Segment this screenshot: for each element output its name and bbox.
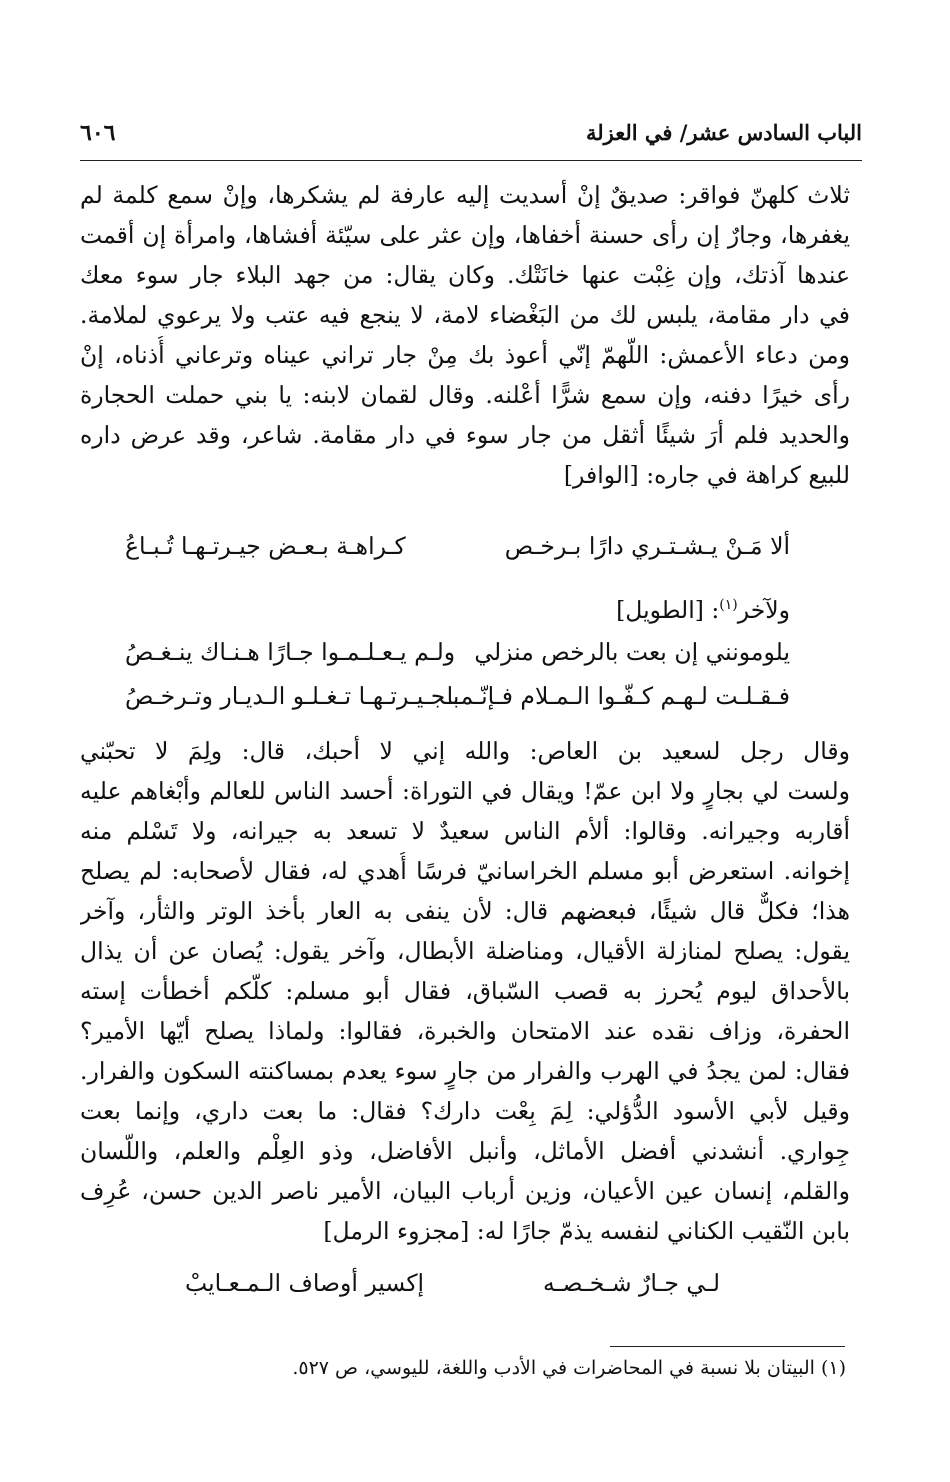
footnote: (١) البيتان بلا نسبة في المحاضرات في الأدب واللغة، لليوسي، ص ٥٢٧. [292, 1357, 846, 1379]
text-line: للبيع كراهة في جاره: [الوافر] [563, 461, 850, 489]
attribution-text: ولآخر [737, 595, 790, 624]
text-line: أقاربه وجيرانه. وقالوا: ألأم الناس سعيدٌ لا تسعد به جيرانه، ولا تَسْلم منه [80, 817, 850, 845]
text-line: وقيل لأبي الأسود الدُّؤلي: لِمَ بِعْت دارك؟ فقال: ما بعت داري، وإنما بعت [80, 1097, 850, 1125]
poem-attribution [616, 586, 790, 629]
text-line: هذا؛ فكلٌّ قال شيئًا، فبعضهم قال: لأن ينفى به العار بأخذ الوتر والثأر، وآخر [80, 897, 850, 925]
text-line: فقال: لمن يجدُ في الهرب والفرار من جارٍ سوء يعدم بمساكنته السكون والفرار. [80, 1057, 850, 1085]
verse-hemistich-second: إكسير أوصاف الـمـعـايبْ [185, 1269, 425, 1297]
verse-hemistich-first: لـي جـارٌ شـخـصـه [543, 1269, 720, 1297]
text-line: إخوانه. استعرض أبو مسلم الخراسانيّ فرسًا أُهدي له، فقال لأصحابه: لم يصلح [80, 857, 850, 885]
text-line: عندها آذتك، وإن غِبْت عنها خانَتْك. وكان يقال: من جهد البلاء جار سوء معك [80, 261, 850, 289]
verse-line [125, 527, 790, 565]
text-line: رأى خيرًا دفنه، وإن سمع شرًّا أعْلنه. وقال لقمان لابنه: يا بني حملت الحجارة [80, 381, 850, 409]
text-line: وقال رجل لسعيد بن العاص: والله إني لا أحبك، قال: ولِمَ لا تحبّني [80, 737, 850, 765]
verse-hemistich-first: فـقـلـت لـهـم كـفّـوا الـمـلام فـإنّـمـا [446, 682, 790, 710]
meter-label: : [الطويل] [616, 595, 720, 624]
verse-line [125, 633, 790, 671]
text-line: بالأحداق ليوم يُحرز به قصب السّباق، فقال أبو مسلم: كلّكم أخطأت إسته [80, 977, 850, 1005]
footnote-marker: (١) [719, 597, 738, 613]
verse-line [185, 1264, 720, 1302]
text-line: ثلاث كلهنّ فواقر: صديقٌ إنْ أسديت إليه عارفة لم يشكرها، وإنْ سمع كلمة لم [80, 181, 850, 209]
text-line: جِواري. أنشدني أفضل الأماثل، وأنبل الأفاضل، وذو العِلْم والعلم، واللّسان [80, 1137, 850, 1165]
verse-line [125, 677, 790, 715]
verse-hemistich-first: يلومونني إن بعت بالرخص منزلي [474, 638, 790, 666]
footnote-divider [610, 1346, 845, 1347]
chapter-title: الباب السادس عشر/ في العزلة [585, 120, 862, 145]
text-line: ولست لي بجارٍ ولا ابن عمّ! ويقال في التوراة: أحسد الناس للعالم وأبْغاهم عليه [80, 777, 850, 805]
text-line: والقلم، إنسان عين الأعيان، وزين أرباب البيان، الأمير ناصر الدين حسن، عُرِف [80, 1177, 850, 1205]
text-line: بابن النّقيب الكناني لنفسه يذمّ جارًا له: [مجزوء الرمل] [323, 1217, 850, 1245]
text-line: ومن دعاء الأعمش: اللّهمّ إنّي أعوذ بك مِنْ جار تراني عيناه وترعاني أُذناه، إنْ [80, 341, 850, 369]
verse-hemistich-second: كـراهـة بـعـض جيـرتـهـا تُـبـاعُ [125, 532, 406, 560]
verse-hemistich-first: ألا مَـنْ يـشـتـري دارًا بـرخـص [504, 532, 790, 560]
text-line: يقول: يصلح لمنازلة الأقيال، ومناضلة الأبطال، وآخر يقول: يُصان عن أن يذال [80, 937, 850, 965]
verse-hemistich-second: بـجـيـرتـهـا تـغـلـو الـديـار وتـرخـصُ [125, 682, 460, 710]
text-line: يغفرها، وجارٌ إن رأى حسنة أخفاها، وإن عثر على سيّئة أفشاها، وامرأة إن أقمت [80, 221, 850, 249]
text-line: في دار مقامة، يلبس لك من البَغْضاء لامة، لا ينجع فيه عتب ولا يرعوي لملامة. [80, 301, 850, 329]
page-number: ٦٠٦ [80, 120, 116, 146]
header-divider [80, 160, 862, 161]
text-line: والحديد فلم أرَ شيئًا أثقل من جار سوء في دار مقامة. شاعر، وقد عرض داره [80, 421, 850, 449]
running-header [80, 114, 862, 158]
verse-hemistich-second: ولـم يـعـلـمـوا جـارًا هـنـاك ينـغـصُ [125, 638, 456, 666]
text-line: الحفرة، وزاف نقده عند الامتحان والخبرة، فقالوا: ولماذا يصلح أيّها الأمير؟ [80, 1017, 850, 1045]
